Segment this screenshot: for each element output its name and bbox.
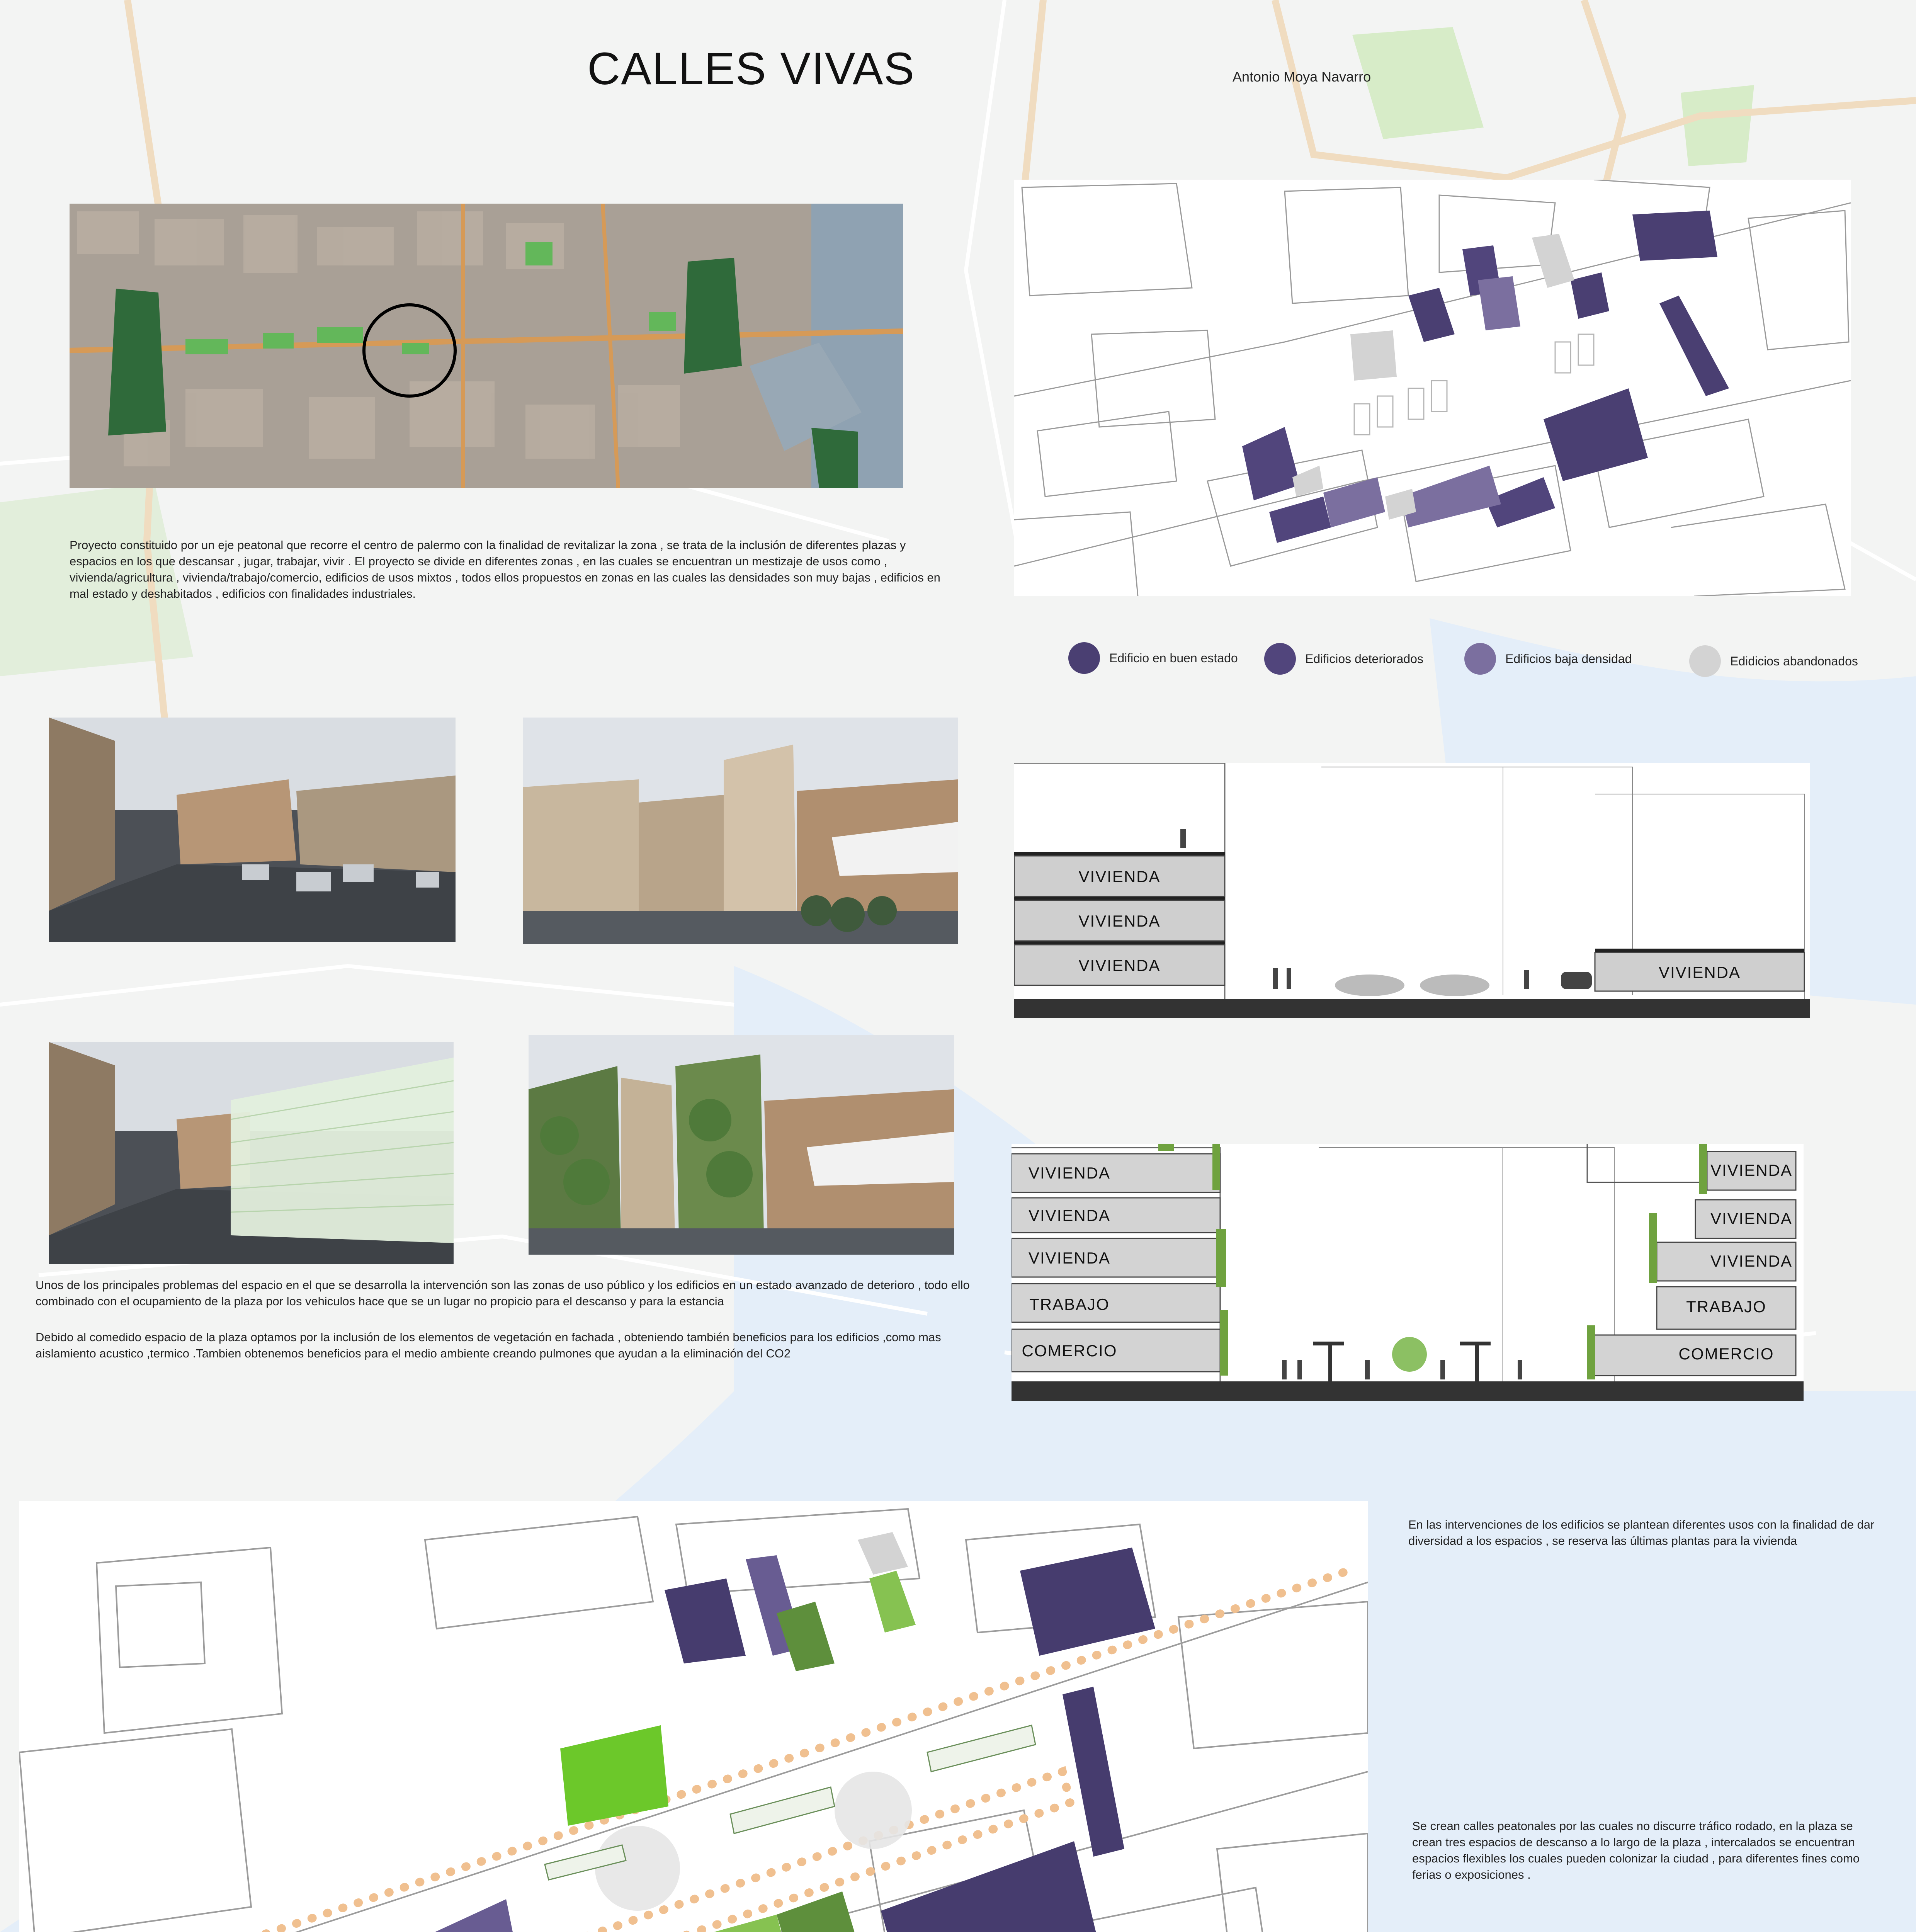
legend-item-buen-estado bbox=[1068, 642, 1238, 674]
legend-swatch bbox=[1464, 643, 1496, 675]
page-title: CALLES VIVAS bbox=[587, 43, 915, 94]
section-label: VIVIENDA bbox=[1658, 963, 1741, 981]
legend-swatch bbox=[1264, 643, 1296, 675]
legend-item-baja-densidad bbox=[1464, 643, 1632, 675]
street-photo-1 bbox=[49, 718, 456, 942]
legend-item-abandonados bbox=[1689, 645, 1858, 677]
aerial-map-image bbox=[70, 204, 903, 488]
section-label: VIVIENDA bbox=[1028, 1206, 1111, 1225]
section-label: VIVIENDA bbox=[1078, 912, 1161, 930]
author-name: Antonio Moya Navarro bbox=[1233, 69, 1371, 85]
section-label: VIVIENDA bbox=[1078, 867, 1161, 886]
legend-label: Edificios baja densidad bbox=[1505, 652, 1632, 666]
section-label: VIVIENDA bbox=[1028, 1249, 1111, 1267]
section-label: VIVIENDA bbox=[1710, 1209, 1793, 1228]
legend-swatch bbox=[1689, 645, 1721, 677]
section-label: COMERCIO bbox=[1022, 1342, 1117, 1360]
section-label: VIVIENDA bbox=[1710, 1252, 1793, 1270]
street-section-proposal bbox=[1012, 1144, 1804, 1401]
street-section-current bbox=[1014, 763, 1810, 1018]
street-photo-2 bbox=[523, 718, 958, 944]
problems-text: Unos de los principales problemas del espacio en el que se desarrolla la intervención son las zonas de uso público y los edificios en un estado avanzado de deterioro , todo ello combinado con el ocupamiento de la plaza por los vehiculos hace que se un lugar no propicio para el descanso y para la estancia bbox=[36, 1278, 970, 1308]
section-label: VIVIENDA bbox=[1710, 1161, 1793, 1179]
street-photo-4-green-facades bbox=[529, 1035, 954, 1255]
section-label: VIVIENDA bbox=[1078, 956, 1161, 975]
section-label: TRABAJO bbox=[1686, 1298, 1766, 1316]
building-state-map bbox=[1014, 180, 1851, 596]
streets-text: Se crean calles peatonales por las cuales no discurre tráfico rodado, en la plaza se crean tres espacios de descanso a lo largo de la plaza , intercalados se encuentran espacios flexibles los cuales pueden colonizar la ciudad , para diferentes fines como ferias o exposiciones . bbox=[1412, 1819, 1860, 1881]
uses-text: En las intervenciones de los edificios se plantean diferentes usos con la finalidad de dar diversidad a los espacios , se reserva las últimas plantas para la vivienda bbox=[1408, 1518, 1875, 1548]
street-photo-3-intervention bbox=[49, 1042, 454, 1264]
legend-swatch bbox=[1068, 642, 1100, 674]
intro-text: Proyecto constituido por un eje peatonal que recorre el centro de palermo con la finalidad de revitalizar la zona , se trata de la inclusión de diferentes plazas y espacios en los que descansar , jugar, trabajar, vivir . El proyecto se divide en diferentes zonas , en las cuales se encuentran un mestizaje de usos como , vivienda/agricultura , vivienda/trabajo/comercio, edificios de usos mixtos , todos ellos propuestos en zonas en las cuales las densidades son muy bajas , edificios en mal estado y deshabitados , edificios con finalidades industriales. bbox=[70, 538, 940, 600]
proposal-plan-map bbox=[19, 1501, 1368, 1932]
section-label: TRABAJO bbox=[1029, 1295, 1110, 1313]
legend-label: Edificios deteriorados bbox=[1305, 652, 1423, 666]
section-label: COMERCIO bbox=[1678, 1345, 1774, 1363]
legend-item-deteriorados bbox=[1264, 643, 1423, 675]
legend-label: Edificio en buen estado bbox=[1109, 651, 1238, 665]
legend-label: Edidicios abandonados bbox=[1730, 654, 1858, 668]
section-label: VIVIENDA bbox=[1028, 1164, 1111, 1182]
vegetation-text: Debido al comedido espacio de la plaza optamos por la inclusión de los elementos de vegetación en fachada , obteniendo también beneficios para los edificios ,como mas aislamiento acustico ,termico .Tambien obtenemos beneficios para el medio ambiente creando pulmones que ayudan a la eliminación del CO2 bbox=[36, 1330, 941, 1360]
